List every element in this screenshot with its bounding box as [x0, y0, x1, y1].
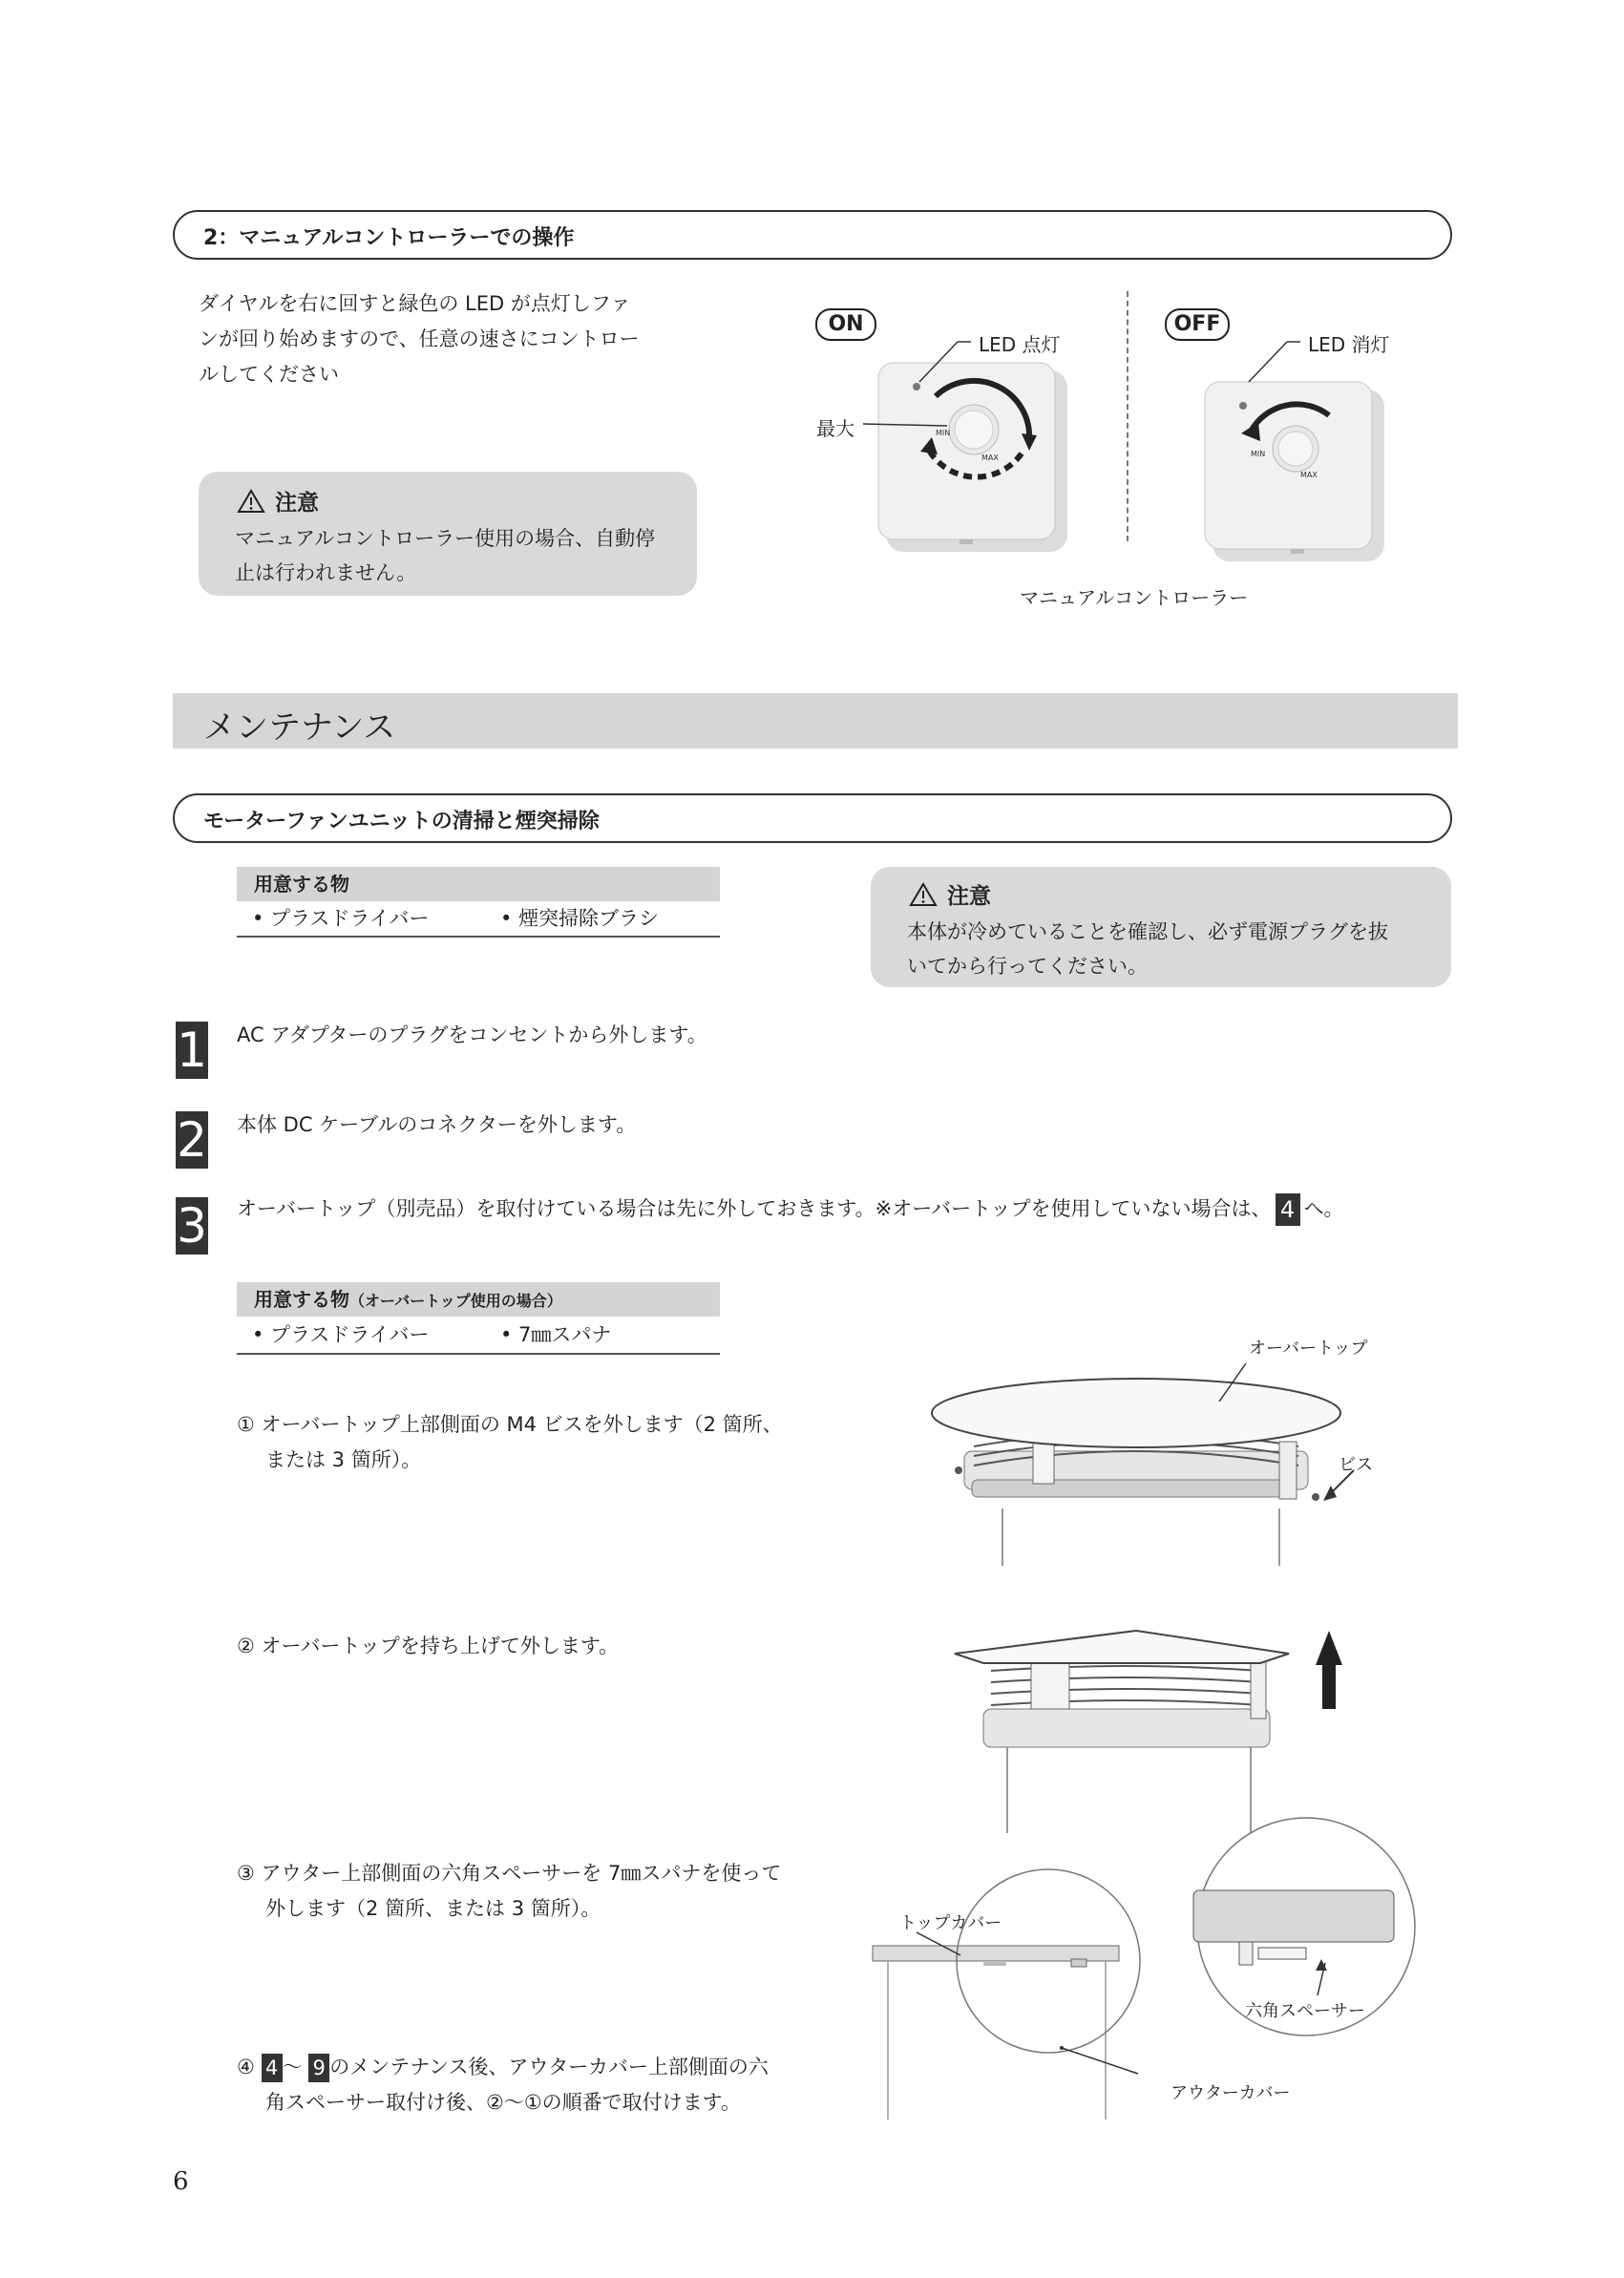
- page-number: 6: [173, 2167, 189, 2196]
- section-heading-text: 2：マニュアルコントローラーでの操作: [203, 226, 575, 250]
- manual-controller-description: ダイヤルを右に回すと緑色の LED が点灯しファ ンが回り始めますので、任意の速さにコントロー ルしてください: [199, 292, 640, 386]
- step-3-text: オーバートップ（別売品）を取付けている場合は先に外しておきます。※オーバートップを使用していない場合は、 4 へ。: [237, 1193, 1344, 1226]
- tools-row-overtop: [237, 1317, 720, 1355]
- svg-text:MIN: MIN: [1251, 450, 1266, 458]
- led-on-label: LED 点灯: [979, 333, 1061, 356]
- spacer-detail-illustration: [859, 1814, 1413, 2120]
- subsection-heading-cleaning: [173, 793, 1452, 843]
- step-number-3: 3: [177, 1198, 207, 1254]
- overtop-lift-illustration: [945, 1623, 1365, 1833]
- off-badge: OFF: [1165, 308, 1230, 341]
- tools-row: [237, 901, 720, 938]
- overtop-screw-illustration: [917, 1337, 1375, 1566]
- svg-text:MAX: MAX: [1300, 471, 1318, 479]
- substep-3: ③ アウター上部側面の六角スペーサーを 7㎜スパナを使って 外します（2 箇所、または 3 箇所）。: [237, 1862, 782, 1920]
- maintenance-band: [173, 693, 1458, 749]
- max-label: 最大: [816, 417, 854, 440]
- tool-item: • 7㎜スパナ: [500, 1323, 612, 1346]
- caution-text: マニュアルコントローラー使用の場合、自動停: [235, 527, 656, 550]
- on-badge: ON: [815, 308, 876, 341]
- step-number-2: 2: [177, 1112, 207, 1168]
- step-ref-4: 4: [1276, 1193, 1300, 1226]
- caution-box-maintenance: 注意 本体が冷めていることを確認し、必ず電源プラグを抜 いてから行ってください。: [871, 867, 1451, 987]
- step-1-text: AC アダプターのプラグをコンセントから外します。: [237, 1023, 707, 1046]
- led-on-leader: [912, 334, 988, 391]
- tool-item: • プラスドライバー: [252, 907, 430, 930]
- label-outercover: アウターカバー: [1171, 2083, 1291, 2103]
- step-2-text: 本体 DC ケーブルのコネクターを外します。: [237, 1113, 637, 1136]
- label-overtop: オーバートップ: [1249, 1339, 1368, 1359]
- controller-caption: マニュアルコントローラー: [1020, 586, 1249, 609]
- tools-header: 用意する物: [237, 867, 720, 901]
- label-spacer: 六角スペーサー: [1245, 2001, 1365, 2021]
- substep-1: ① オーバートップ上部側面の M4 ビスを外します（2 箇所、 または 3 箇所）。: [237, 1413, 783, 1471]
- substep-4: ④ 4 〜 9 のメンテナンス後、アウターカバー上部側面の六 角スペーサー取付け後、②〜①の順番で取付けます。: [237, 2056, 769, 2114]
- tools-header-overtop: 用意する物（オーバートップ使用の場合）: [237, 1282, 720, 1317]
- dial-min-label: MIN: [936, 429, 951, 437]
- caution-heading: 注意: [275, 491, 319, 516]
- divider: [1127, 291, 1128, 541]
- label-topcover: トップカバー: [899, 1913, 1002, 1933]
- section-heading-manual-controller: [173, 210, 1452, 260]
- led-off-label: LED 消灯: [1308, 333, 1390, 356]
- subsection-heading-text: モーターファンユニットの清掃と煙突掃除: [203, 810, 600, 833]
- substep-2: ② オーバートップを持ち上げて外します。: [237, 1635, 620, 1657]
- label-screw: ビス: [1339, 1455, 1373, 1475]
- warning-icon: [237, 489, 265, 514]
- caution-text: 本体が冷めていることを確認し、必ず電源プラグを抜: [907, 920, 1388, 943]
- caution-box-manual: 注意 マニュアルコントローラー使用の場合、自動停 止は行われません。: [199, 472, 697, 596]
- step-ref-4: 4: [262, 2054, 283, 2082]
- step-ref-9: 9: [308, 2054, 329, 2082]
- max-leader: [863, 420, 949, 430]
- warning-icon: [909, 882, 938, 907]
- led-off-leader: [1241, 334, 1318, 391]
- step-number-1: 1: [177, 1023, 207, 1078]
- caution-heading: 注意: [947, 884, 991, 909]
- tool-item: • 煙突掃除ブラシ: [500, 907, 660, 930]
- maintenance-title: メンテナンス: [203, 708, 396, 747]
- controller-off-illustration: [1205, 372, 1396, 563]
- dial-max-label: MAX: [981, 453, 999, 462]
- tool-item: • プラスドライバー: [252, 1323, 430, 1346]
